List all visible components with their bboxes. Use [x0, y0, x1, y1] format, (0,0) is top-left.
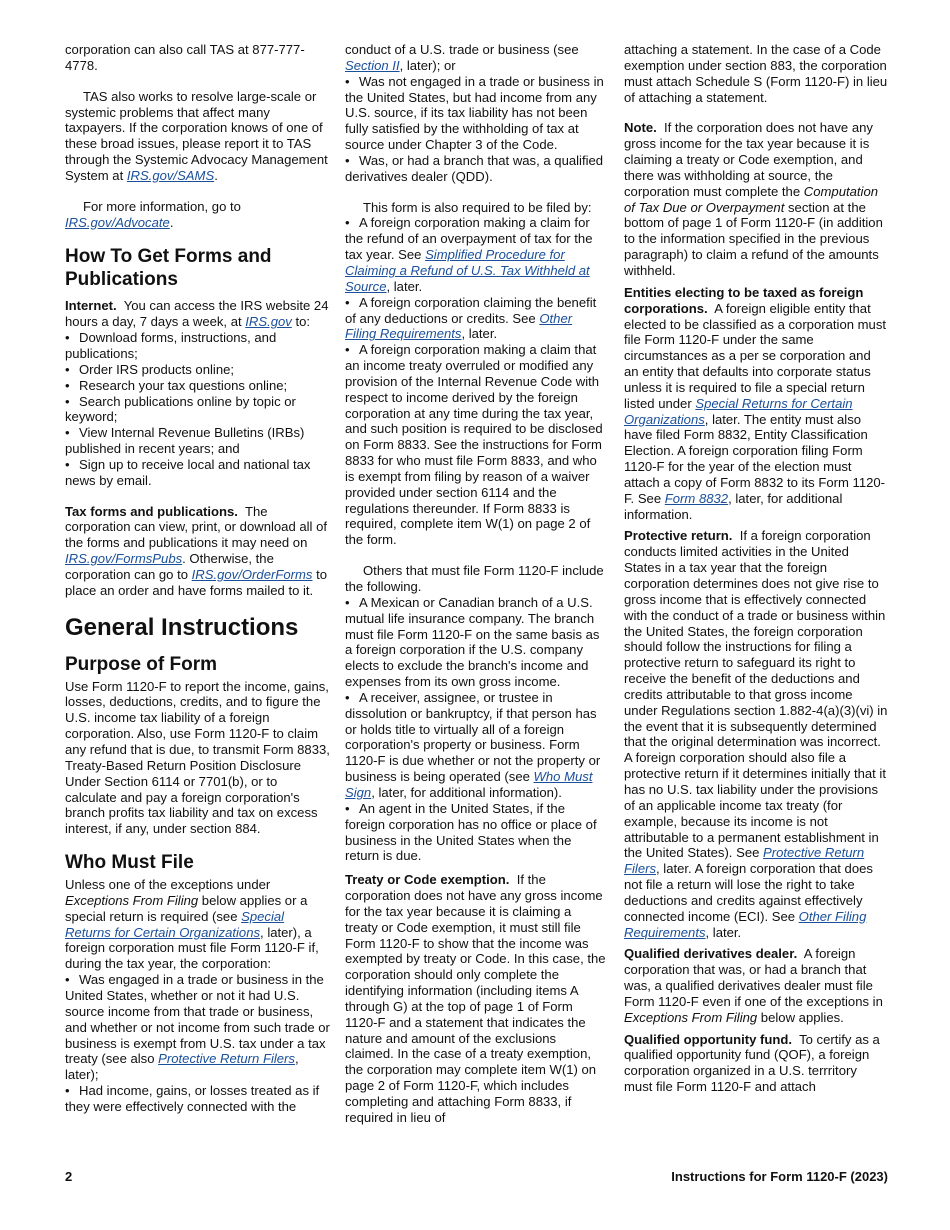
list-item: • Order IRS products online;	[65, 362, 330, 378]
tas-systemic-paragraph	[65, 89, 330, 184]
footer-form-title: Instructions for Form 1120-F (2023)	[671, 1169, 888, 1184]
list-item: • A foreign corporation making a claim that an income treaty overruled or modified any provision of the Internal Revenue Code with respect to income derived by the foreign corporation at any time during the tax year, and such position is required to be disclosed on Form 8833. See the instructions for Form 8833 for who must file Form 8833, and who is exempt from filing by reason of a waiver provided under section 6114 and the regulations thereunder. If Form 8833 is required, complete item W(1) on page 2 of the form.	[345, 342, 607, 548]
list-item: • Was, or had a branch that was, a qualified derivatives dealer (QDD).	[345, 153, 607, 185]
list-item	[345, 215, 607, 294]
bullet-text: , later, for additional information).	[371, 784, 562, 800]
list-item: • An agent in the United States, if the foreign corporation has no office or place of business in the United States when the return is due.	[345, 801, 607, 864]
protective-text: , later. A foreign corporation that does not file a return will lose the right to take deductions and credits against effectively connected income (ECI). See	[624, 861, 873, 924]
internet-paragraph	[65, 298, 330, 330]
qdd-italic: Exceptions From Filing	[624, 1009, 758, 1025]
bullet-text: A foreign corporation claiming the benefit of any deductions or credits. See	[345, 294, 597, 326]
who-must-file-paragraph	[65, 877, 330, 972]
protective-return-link[interactable]: Protective Return Filers	[158, 1051, 295, 1067]
protective-text: , later.	[705, 924, 742, 940]
tas-phone-paragraph: corporation can also call TAS at 877-777-4778.	[65, 42, 305, 73]
period: .	[214, 167, 218, 183]
bullet-text: A foreign corporation making a claim for the refund of an overpayment of tax for the tax year. See	[345, 215, 593, 263]
list-item: • View Internal Revenue Bulletins (IRBs) published in recent years; and	[65, 425, 330, 457]
continued-text	[345, 42, 607, 74]
treaty-exemption-paragraph	[345, 872, 607, 1126]
tax-forms-text: to place an order and have forms mailed to it.	[65, 566, 327, 598]
list-item: • A Mexican or Canadian branch of a U.S. mutual life insurance company. The branch must file Form 1120-F on the same basis as a foreign corporation if the U.S. company elects to exclude the branch's income and expenses from its own gross income.	[345, 595, 607, 690]
who-must-sign-link[interactable]: Who Must Sign	[345, 769, 593, 800]
bullet-text: A receiver, assignee, or trustee in dissolution or bankruptcy, if that person has or holds title to virtually all of a foreign corporation's property or business. Form 1120-F is due whether or not the property or business is being operated (see	[345, 689, 601, 785]
form-8832-link[interactable]: Form 8832	[664, 490, 729, 506]
entities-text: , later, for additional information.	[624, 490, 843, 522]
list-item: • Search publications online by topic or keyword;	[65, 394, 330, 426]
heading-get-forms: How To Get Forms and Publications	[65, 246, 272, 291]
who-text: below applies or a special return is required (see	[65, 892, 308, 924]
note-label: Note.	[624, 120, 657, 136]
advocate-link[interactable]: IRS.gov/Advocate	[65, 214, 170, 230]
note-italic: Computation of Tax Due or Overpayment	[624, 183, 879, 215]
more-info-paragraph	[65, 199, 330, 231]
column-1	[65, 42, 330, 1115]
protective-return-paragraph	[624, 528, 888, 940]
exceptions-italic: Exceptions From Filing	[65, 892, 199, 908]
list-item	[345, 690, 607, 801]
simplified-procedure-link[interactable]: Simplified Procedure for Claiming a Refund of U.S. Tax Withheld at Source	[345, 247, 590, 294]
entities-paragraph	[624, 285, 888, 523]
more-info-text: For more information, go to	[83, 198, 241, 214]
entities-text: A foreign eligible entity that elected to be classified as a corporation must file Form 1120-F under the same circumstances as a per se corporation and an entity that defaults into corporate status unless it is required to file a special return listed under	[624, 300, 887, 411]
qof-label: Qualified opportunity fund.	[624, 1031, 793, 1047]
qdd-text: below applies.	[757, 1009, 844, 1025]
cont-text: conduct of a U.S. trade or business (see	[345, 42, 579, 57]
page-number: 2	[65, 1169, 73, 1184]
protective-label: Protective return.	[624, 528, 733, 544]
list-item	[345, 295, 607, 343]
list-item: • Sign up to receive local and national tax news by email.	[65, 457, 330, 489]
heading-general-instructions: General Instructions	[65, 613, 299, 641]
others-paragraph: Others that must file Form 1120-F include the following.	[345, 563, 604, 594]
cont-text: , later); or	[399, 57, 456, 73]
list-item: • Was not engaged in a trade or business in the United States, but had income from any U.S. source, if its tax liability has not been fully satisfied by the withholding of tax at source under Chapter 3 of the Code.	[345, 74, 607, 153]
bullet-text: Was engaged in a trade or business in the United States, whether or not it had U.S. source income from that trade or business, and whether or not income from such trade or business is exempt from U.S. tax under a tax treaty (see also	[65, 972, 330, 1067]
other-filing-requirements-link[interactable]: Other Filing Requirements	[624, 908, 867, 940]
entities-text: , later. The entity must also have filed Form 8832, Entity Classification Election. A foreign corporation filing Form 1120-F for the year of the election must attach a copy of Form 8832 to its Form 1120-F. See	[624, 411, 886, 506]
section-ii-link[interactable]: Section II	[345, 57, 400, 73]
order-forms-link[interactable]: IRS.gov/OrderForms	[191, 566, 313, 582]
entities-label: Entities electing to be taxed as foreign corporations.	[624, 284, 864, 316]
continued-paragraph: attaching a statement. In the case of a Code exemption under section 883, the corporation must attach Schedule S (Form 1120-F) in lieu of attaching a statement.	[624, 42, 888, 105]
note-paragraph	[624, 120, 888, 278]
protective-return-filers-link[interactable]: Protective Return Filers	[624, 845, 865, 877]
qdd-paragraph	[624, 946, 888, 1025]
column-3	[624, 42, 888, 1095]
sams-link[interactable]: IRS.gov/SAMS	[126, 167, 215, 183]
internet-text: You can access the IRS website 24 hours a day, 7 days a week, at	[65, 298, 329, 330]
period: .	[169, 214, 174, 230]
internet-to: to:	[291, 314, 311, 330]
bullet-text: , later);	[65, 1051, 299, 1083]
qof-paragraph	[624, 1032, 888, 1095]
internet-label: Internet.	[65, 298, 117, 314]
column-2	[345, 42, 607, 1141]
bullet-text: , later.	[386, 278, 423, 294]
tax-forms-label: Tax forms and publications.	[65, 503, 238, 519]
irs-gov-link[interactable]: IRS.gov	[245, 314, 292, 330]
treaty-text: If the corporation does not have any gross income for the tax year because it is claiming a treaty or Code exemption, it must still file Form 1120-F to show that the income was exempted by treaty or Code. In this case, the corporation should only complete the identifying information (including items A through G) at the top of page 1 of Form 1120-F and a statement that indicates the nature and amount of the exclusions claimed. In the case of a treaty exemption, the corporation may complete item W(1) on page 2 of Form 1120-F, which includes completing and attaching Form 8833, if required in lieu of	[345, 872, 606, 1125]
treaty-label: Treaty or Code exemption.	[345, 872, 510, 888]
list-item: • Download forms, instructions, and publications;	[65, 330, 330, 362]
other-filing-requirements-link[interactable]: Other Filing Requirements	[345, 310, 573, 342]
purpose-paragraph: Use Form 1120-F to report the income, gains, losses, deductions, credits, and to figure the U.S. income tax liability of a foreign corporation. Also, use Form 1120-F to claim any refund that is due, to transmit Form 8833, Treaty-Based Return Position Disclosure Under Section 6114 or 7701(b), or to calculate and pay a foreign corporation's branch profits tax liability and tax on excess interest, if any, under section 884.	[65, 678, 330, 837]
protective-text: If a foreign corporation conducts limited activities in the United States in a tax year that the foreign corporation determines does not give rise to gross income that is effectively connected with the conduct of a trade or business within the United States, the foreign corporation should follow the instructions for filing a protective return to safeguard its right to receive the benefit of the deductions and credits attributable to that gross income under Regulations section 1.882-4(a)(3)(vi) in the event that it is subsequently determined that the original determination was incorrect. A foreign corporation should also file a protective return if it determines initially that it has no U.S. tax liability under the provisions of an applicable income tax treaty (for example, because its income is not attributable to a permanent establishment in the United States). See	[624, 528, 888, 861]
qof-text: To certify as a qualified opportunity fund (QOF), a foreign corporation organized in a U.S. terrritory must file Form 1120-F and attach	[624, 1031, 880, 1095]
who-text: Unless one of the exceptions under	[65, 877, 271, 893]
also-required-paragraph: This form is also required to be filed by:	[363, 199, 592, 215]
special-returns-link[interactable]: Special Returns for Certain Organizations	[624, 395, 853, 427]
special-returns-link[interactable]: Special Returns for Certain Organizations	[65, 908, 285, 940]
qdd-label: Qualified derivatives dealer.	[624, 946, 798, 962]
note-text: section at the bottom of page 1 of Form 1120-F (in addition to the information specified in the previous paragraph) to claim a refund of the amounts withheld.	[624, 199, 883, 278]
internet-bullet-list	[65, 330, 330, 488]
heading-purpose-of-form: Purpose of Form	[65, 653, 218, 675]
forms-pubs-link[interactable]: IRS.gov/FormsPubs	[65, 551, 183, 567]
note-text: If the corporation does not have any gross income for the tax year because it is claiming a treaty or Code exemption, and there was withholding at source, the corporation must complete the	[624, 120, 873, 199]
tax-forms-paragraph	[65, 504, 330, 599]
list-item: • Had income, gains, or losses treated as if they were effectively connected with the	[65, 1083, 330, 1115]
heading-who-must-file: Who Must File	[65, 852, 194, 874]
list-item	[65, 972, 330, 1083]
list-item: • Research your tax questions online;	[65, 378, 330, 394]
who-text: , later), a foreign corporation must file Form 1120-F if, during the tax year, the corporation:	[65, 924, 319, 972]
qdd-text: A foreign corporation that was, or had a branch that was, a qualified derivatives dealer must file Form 1120-F even if one of the exceptions in	[624, 946, 883, 1009]
tas-systemic-text: TAS also works to resolve large-scale or systemic problems that affect many taxpayers. If the corporation knows of one of these broad issues, please report it to TAS through the Systemic Advocacy Management System at	[65, 88, 328, 183]
tax-forms-text: . Otherwise, the corporation can go to	[65, 551, 274, 582]
tax-forms-text: The corporation can view, print, or download all of the forms and publications it may need on	[65, 503, 328, 551]
bullet-text: , later.	[461, 326, 498, 342]
